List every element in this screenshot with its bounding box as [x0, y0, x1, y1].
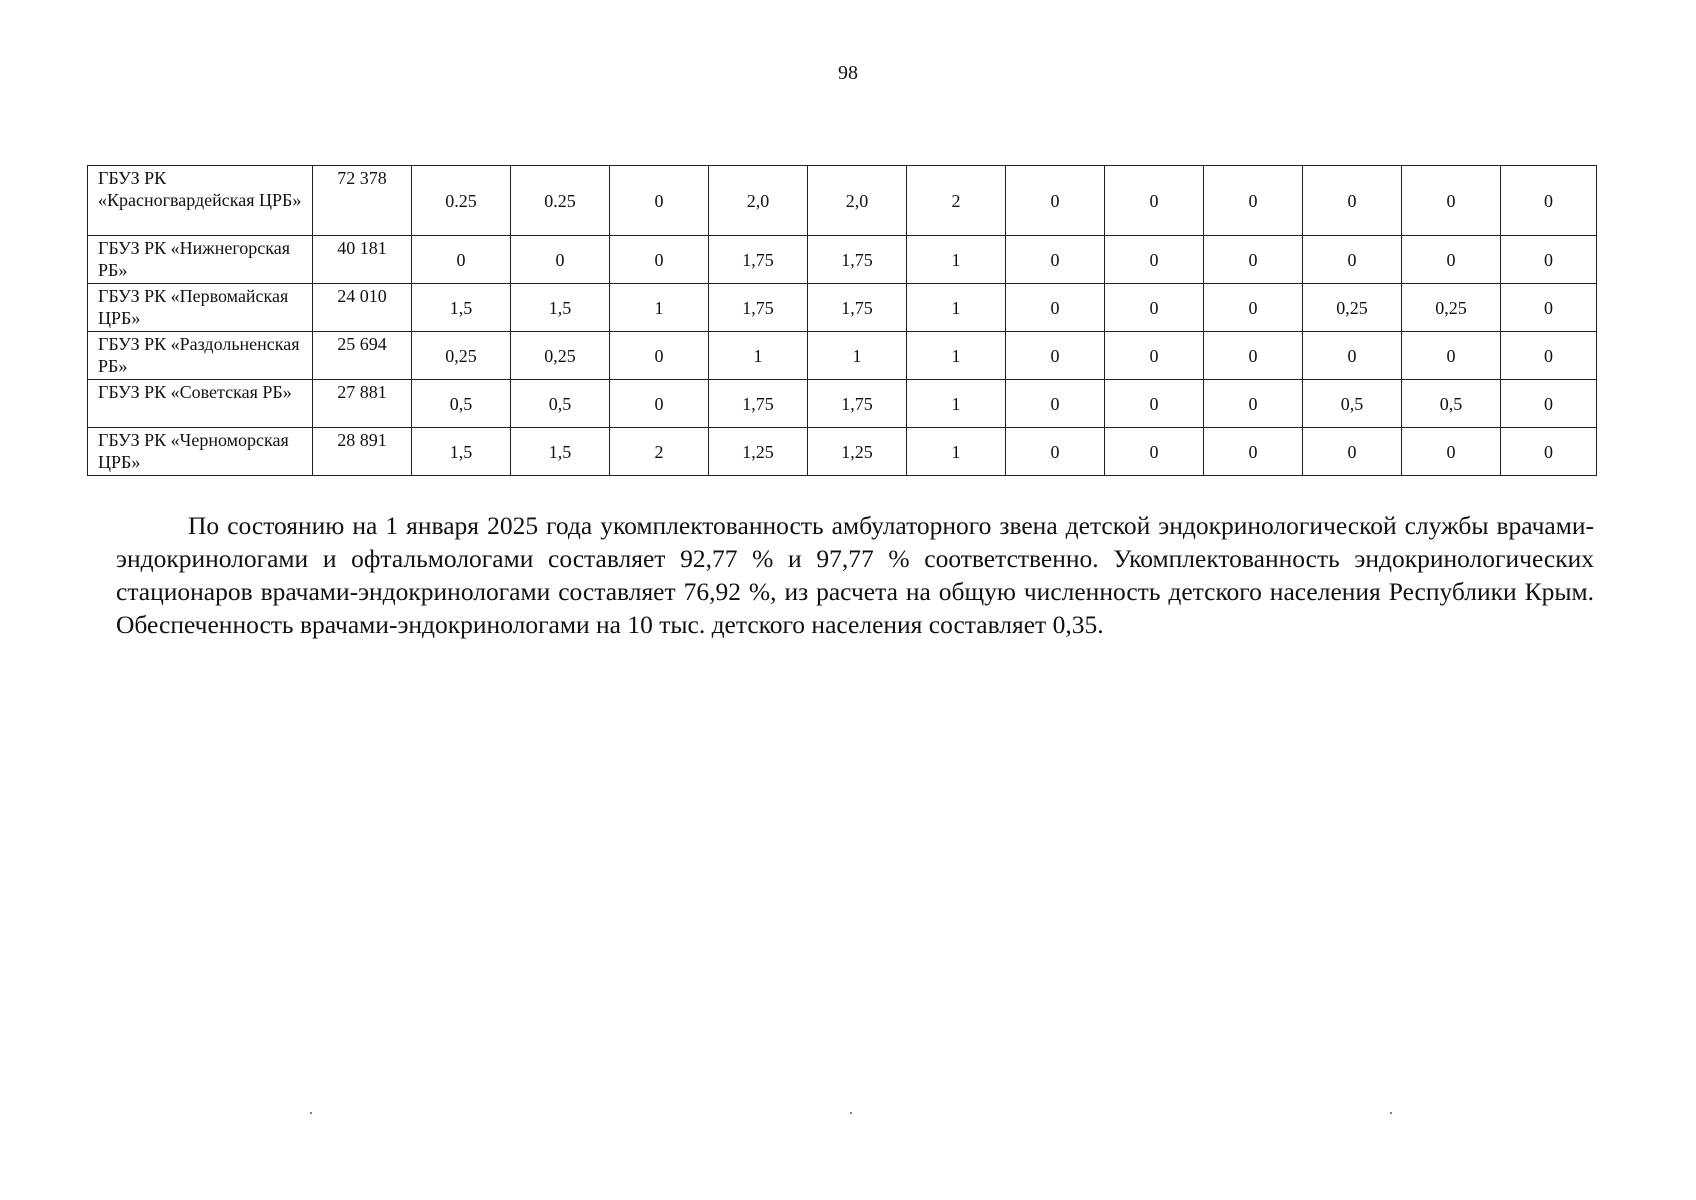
value-cell: 1,75: [709, 284, 808, 332]
population-cell: 28 891: [313, 428, 412, 476]
value-cell: 0: [1204, 380, 1303, 428]
value-cell: 2: [907, 166, 1006, 236]
table-row: [88, 332, 1597, 380]
value-cell: 0: [1006, 428, 1105, 476]
value-cell: 0: [1402, 236, 1501, 284]
value-cell: 0: [610, 236, 709, 284]
value-cell: 0: [1501, 380, 1597, 428]
value-cell: 0.25: [412, 166, 511, 236]
value-cell: 0: [1501, 236, 1597, 284]
value-cell: 0: [1204, 284, 1303, 332]
facility-name-cell: ГБУЗ РК «Советская РБ»: [88, 380, 313, 428]
value-cell: 0: [1006, 236, 1105, 284]
scan-speck: [850, 1112, 852, 1114]
value-cell: 0: [511, 236, 610, 284]
facility-name-cell: ГБУЗ РК «Раздольненская РБ»: [88, 332, 313, 380]
population-cell: 24 010: [313, 284, 412, 332]
value-cell: 1,25: [808, 428, 907, 476]
facility-name-cell: ГБУЗ РК «Нижнегорская РБ»: [88, 236, 313, 284]
population-cell: 72 378: [313, 166, 412, 236]
value-cell: 0: [1501, 332, 1597, 380]
value-cell: 0: [1501, 284, 1597, 332]
value-cell: 1,5: [511, 428, 610, 476]
value-cell: 0: [1501, 166, 1597, 236]
value-cell: 0.25: [511, 166, 610, 236]
value-cell: 0: [1402, 166, 1501, 236]
value-cell: 0: [1204, 332, 1303, 380]
value-cell: 0: [1402, 428, 1501, 476]
value-cell: 0: [1105, 380, 1204, 428]
value-cell: 0,25: [412, 332, 511, 380]
population-cell: 25 694: [313, 332, 412, 380]
value-cell: 1: [610, 284, 709, 332]
value-cell: 0: [1006, 284, 1105, 332]
value-cell: 0: [1204, 236, 1303, 284]
value-cell: 0: [610, 380, 709, 428]
facility-name-cell: ГБУЗ РК «Первомайская ЦРБ»: [88, 284, 313, 332]
value-cell: 0: [1006, 332, 1105, 380]
value-cell: 0: [1402, 332, 1501, 380]
value-cell: 1,75: [709, 236, 808, 284]
value-cell: 0,5: [1402, 380, 1501, 428]
value-cell: 0: [1105, 332, 1204, 380]
value-cell: 1,75: [808, 380, 907, 428]
value-cell: 1: [907, 236, 1006, 284]
value-cell: 0: [1204, 166, 1303, 236]
value-cell: 1: [808, 332, 907, 380]
staffing-table: [87, 165, 1597, 476]
value-cell: 0: [610, 332, 709, 380]
value-cell: 2: [610, 428, 709, 476]
value-cell: 0: [1303, 332, 1402, 380]
value-cell: 0: [1204, 428, 1303, 476]
value-cell: 0: [1303, 236, 1402, 284]
facility-name-cell: ГБУЗ РК «Черноморская ЦРБ»: [88, 428, 313, 476]
value-cell: 0,5: [412, 380, 511, 428]
value-cell: 1: [709, 332, 808, 380]
value-cell: 1,25: [709, 428, 808, 476]
table-row: [88, 236, 1597, 284]
value-cell: 0: [1006, 166, 1105, 236]
value-cell: 0: [1105, 166, 1204, 236]
table-row: [88, 428, 1597, 476]
value-cell: 1: [907, 428, 1006, 476]
table-row: [88, 284, 1597, 332]
value-cell: 0,5: [1303, 380, 1402, 428]
population-cell: 27 881: [313, 380, 412, 428]
value-cell: 0: [610, 166, 709, 236]
value-cell: 1,5: [412, 284, 511, 332]
value-cell: 1,75: [808, 284, 907, 332]
value-cell: 0: [1303, 166, 1402, 236]
value-cell: 0: [1105, 428, 1204, 476]
facility-name-cell: ГБУЗ РК «Красногвардейская ЦРБ»: [88, 166, 313, 236]
value-cell: 0: [1105, 284, 1204, 332]
table-body: [88, 166, 1597, 476]
value-cell: 0: [1303, 428, 1402, 476]
population-cell: 40 181: [313, 236, 412, 284]
table-row: [88, 380, 1597, 428]
value-cell: 1,75: [709, 380, 808, 428]
value-cell: 1,5: [511, 284, 610, 332]
value-cell: 1: [907, 380, 1006, 428]
value-cell: 1: [907, 284, 1006, 332]
scan-speck: [1390, 1112, 1392, 1114]
value-cell: 0,5: [511, 380, 610, 428]
value-cell: 0,25: [1402, 284, 1501, 332]
page-number: 98: [838, 62, 858, 84]
table-row: [88, 166, 1597, 236]
value-cell: 1: [907, 332, 1006, 380]
value-cell: 0: [1006, 380, 1105, 428]
value-cell: 0,25: [511, 332, 610, 380]
body-paragraph: По состоянию на 1 января 2025 года укомплектованность амбулаторного звена детской эндокринологической службы врачами-эндокринологами и офтальмологами составляет 92,77 % и 97,77 % соответственно. Укомплектованность эндокринологических стационаров врачами-эндокринологами составляет 76,92 %, из расчета на общую численность детского населения Республики Крым. Обеспеченность врачами-эндокринологами на 10 тыс. детского населения составляет 0,35.: [116, 511, 1594, 639]
value-cell: 1,75: [808, 236, 907, 284]
value-cell: 0: [412, 236, 511, 284]
value-cell: 0: [1105, 236, 1204, 284]
value-cell: 0,25: [1303, 284, 1402, 332]
scan-speck: [310, 1112, 312, 1114]
value-cell: 2,0: [808, 166, 907, 236]
value-cell: 2,0: [709, 166, 808, 236]
value-cell: 0: [1501, 428, 1597, 476]
value-cell: 1,5: [412, 428, 511, 476]
